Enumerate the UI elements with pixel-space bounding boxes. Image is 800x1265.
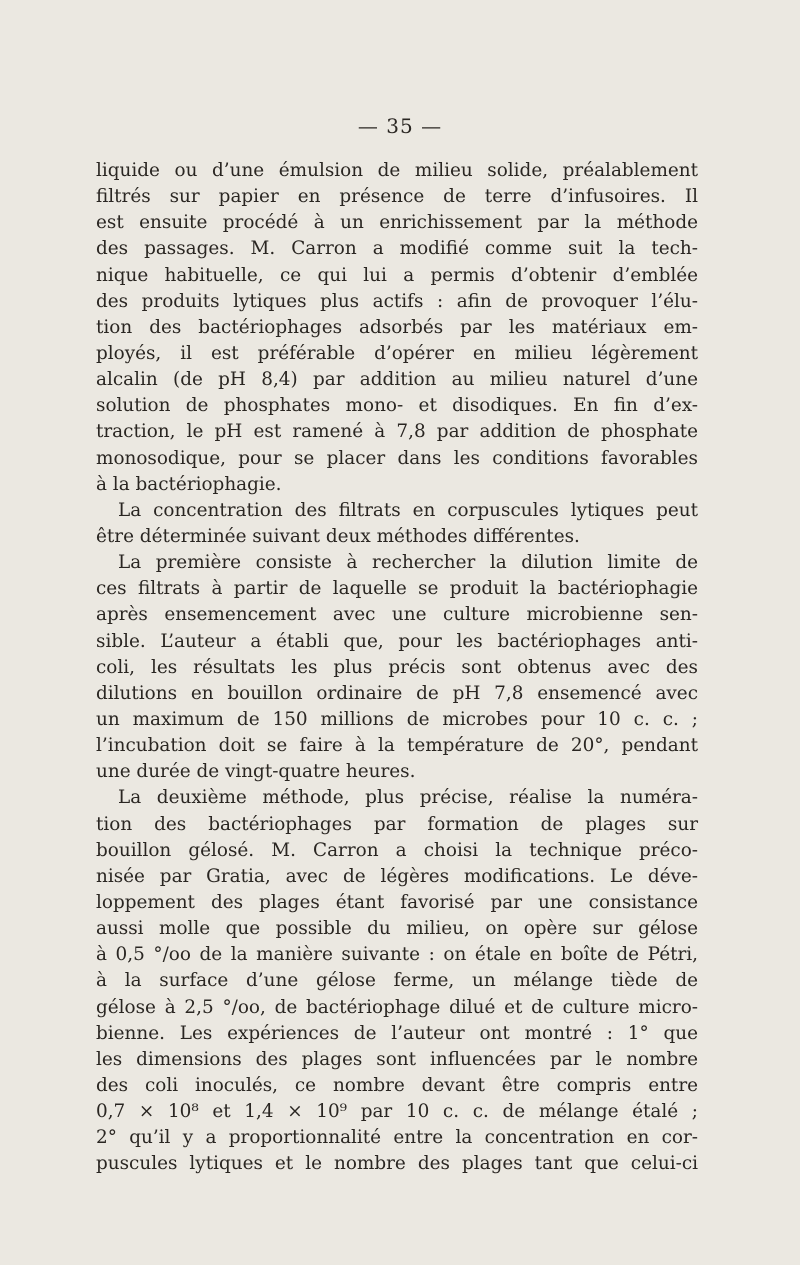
text-line: La concentration des filtrats en corpuscules lytiques peut: [118, 499, 698, 521]
text-line: est ensuite procédé à un enrichissement par la méthode: [96, 212, 698, 234]
text-line: coli, les résultats les plus précis sont obtenus avec des: [96, 656, 698, 678]
text-line: les dimensions des plages sont influencées par le nombre: [96, 1048, 698, 1070]
text-line: nisée par Gratia, avec de légères modifications. Le déve-: [96, 865, 698, 887]
body-text: [96, 158, 698, 1177]
text-line: à 0,5 °/oo de la manière suivante : on étale en boîte de Pétri,: [96, 944, 698, 966]
text-line: une durée de vingt-quatre heures.: [96, 761, 416, 783]
text-line: alcalin (de pH 8,4) par addition au milieu naturel d’une: [96, 369, 698, 391]
text-line: aussi molle que possible du milieu, on opère sur gélose: [96, 918, 698, 940]
text-line: loppement des plages étant favorisé par une consistance: [96, 891, 698, 913]
text-line: dilutions en bouillon ordinaire de pH 7,8 ensemencé avec: [96, 682, 698, 704]
text-line: solution de phosphates mono- et disodiques. En fin d’ex-: [96, 395, 698, 417]
text-line: l’incubation doit se faire à la température de 20°, pendant: [96, 735, 698, 757]
text-line: monosodique, pour se placer dans les conditions favorables: [96, 447, 698, 469]
text-line: filtrés sur papier en présence de terre d’infusoires. Il: [96, 186, 698, 208]
text-line: des passages. M. Carron a modifié comme suit la tech-: [96, 238, 698, 260]
text-line: bouillon gélosé. M. Carron a choisi la technique préco-: [96, 839, 698, 861]
text-line: des coli inoculés, ce nombre devant être compris entre: [96, 1074, 698, 1096]
text-line: ployés, il est préférable d’opérer en milieu légèrement: [96, 342, 698, 364]
page-number: — 35 —: [357, 114, 443, 138]
text-line: tion des bactériophages par formation de plages sur: [96, 813, 698, 835]
text-line: 2° qu’il y a proportionnalité entre la concentration en cor-: [96, 1127, 698, 1149]
text-line: traction, le pH est ramené à 7,8 par addition de phosphate: [96, 421, 698, 443]
text-line: sible. L’auteur a établi que, pour les bactériophages anti-: [96, 630, 698, 652]
text-line: puscules lytiques et le nombre des plages tant que celui-ci: [96, 1153, 698, 1175]
text-line: 0,7 × 10⁸ et 1,4 × 10⁹ par 10 c. c. de mélange étalé ;: [96, 1101, 698, 1123]
text-line: La première consiste à rechercher la dilution limite de: [118, 552, 698, 574]
text-line: à la surface d’une gélose ferme, un mélange tiède de: [96, 970, 698, 992]
text-line: gélose à 2,5 °/oo, de bactériophage dilué et de culture micro-: [96, 996, 698, 1018]
text-line: après ensemencement avec une culture microbienne sen-: [96, 604, 698, 626]
text-line: La deuxième méthode, plus précise, réalise la numéra-: [118, 787, 698, 809]
text-line: nique habituelle, ce qui lui a permis d’obtenir d’emblée: [96, 264, 698, 286]
text-line: un maximum de 150 millions de microbes pour 10 c. c. ;: [96, 708, 698, 730]
text-line: bienne. Les expériences de l’auteur ont montré : 1° que: [96, 1022, 698, 1044]
text-line: liquide ou d’une émulsion de milieu solide, préalablement: [96, 160, 698, 181]
text-line: ces filtrats à partir de laquelle se produit la bactériophagie: [96, 578, 698, 600]
text-line: à la bactériophagie.: [96, 473, 282, 495]
text-line: tion des bactériophages adsorbés par les matériaux em-: [96, 316, 698, 338]
text-line: être déterminée suivant deux méthodes différentes.: [96, 525, 580, 547]
text-line: des produits lytiques plus actifs : afin de provoquer l’élu-: [96, 290, 698, 312]
